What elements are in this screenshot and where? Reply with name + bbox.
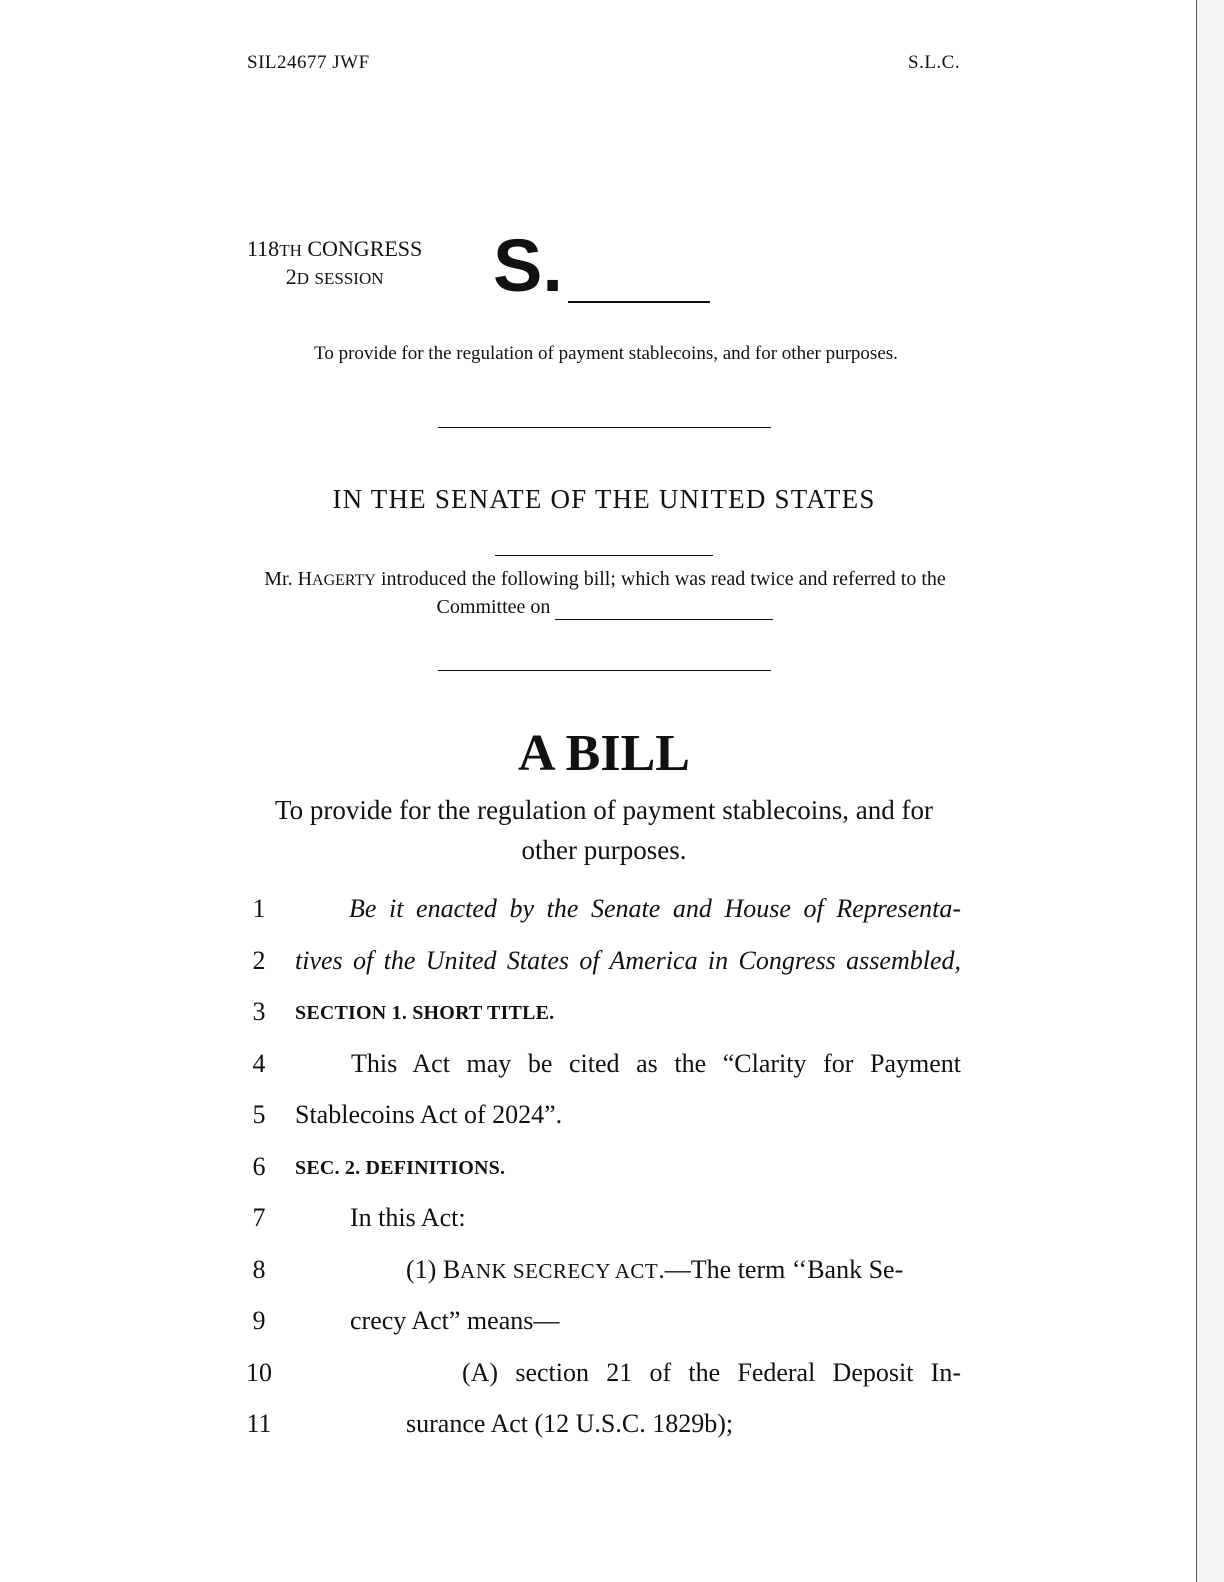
divider-rule	[438, 427, 771, 428]
line-number: 5	[252, 1100, 266, 1129]
definition-line	[406, 1254, 961, 1287]
line-number: 4	[252, 1049, 266, 1078]
bill-number-blank	[568, 301, 710, 303]
section-heading: SECTION 1. SHORT TITLE.	[295, 1002, 555, 1024]
divider-rule	[438, 670, 771, 671]
introduction-statement: Mr. HAGERTY introduced the following bill; which was read twice and referred to the Committee on	[264, 568, 946, 618]
body-text-line: This Act may be cited as the “Clarity for Payment	[351, 1049, 961, 1078]
chamber-heading: IN THE SENATE OF THE UNITED STATES	[332, 484, 876, 514]
document-code: SIL24677 JWF	[247, 52, 370, 73]
body-text-line: In this Act:	[350, 1203, 466, 1232]
section-heading: SEC. 2. DEFINITIONS.	[295, 1157, 506, 1179]
line-number: 7	[252, 1203, 266, 1232]
bill-title: A BILL	[518, 725, 690, 782]
sponsor-name: HAGERTY	[297, 568, 376, 590]
line-number: 1	[252, 894, 266, 923]
line-number: 10	[246, 1358, 272, 1387]
line-number: 8	[252, 1255, 266, 1284]
line-number: 2	[252, 946, 266, 975]
body-text-line: surance Act (12 U.S.C. 1829b);	[406, 1409, 734, 1438]
long-purpose: To provide for the regulation of payment stablecoins, and for other purposes.	[275, 795, 933, 865]
definition-term: (1) BANK SECRECY ACT.—The term ‘‘Bank Se-	[406, 1255, 904, 1284]
line-number: 3	[252, 997, 266, 1026]
slc-code: S.L.C.	[908, 52, 961, 73]
line-number: 11	[246, 1409, 272, 1438]
divider-rule-short	[495, 555, 713, 556]
body-text-line: (A) section 21 of the Federal Deposit In-	[462, 1358, 961, 1387]
congress-session-block	[247, 236, 422, 292]
line-number: 9	[252, 1306, 266, 1335]
short-purpose: To provide for the regulation of payment stablecoins, and for other purposes.	[314, 343, 898, 364]
enacting-clause-line: tives of the United States of America in Congress assembled,	[295, 946, 961, 975]
session-line: 2D SESSION	[285, 264, 384, 289]
body-text-line: crecy Act” means—	[350, 1306, 560, 1335]
body-text-line: Stablecoins Act of 2024”.	[295, 1100, 563, 1129]
bill-prefix: S.	[493, 224, 563, 307]
line-number: 6	[252, 1152, 266, 1181]
committee-blank	[555, 601, 773, 620]
enacting-clause-line: Be it enacted by the Senate and House of Representa-	[349, 894, 961, 923]
congress-line: 118TH CONGRESS	[247, 236, 423, 261]
